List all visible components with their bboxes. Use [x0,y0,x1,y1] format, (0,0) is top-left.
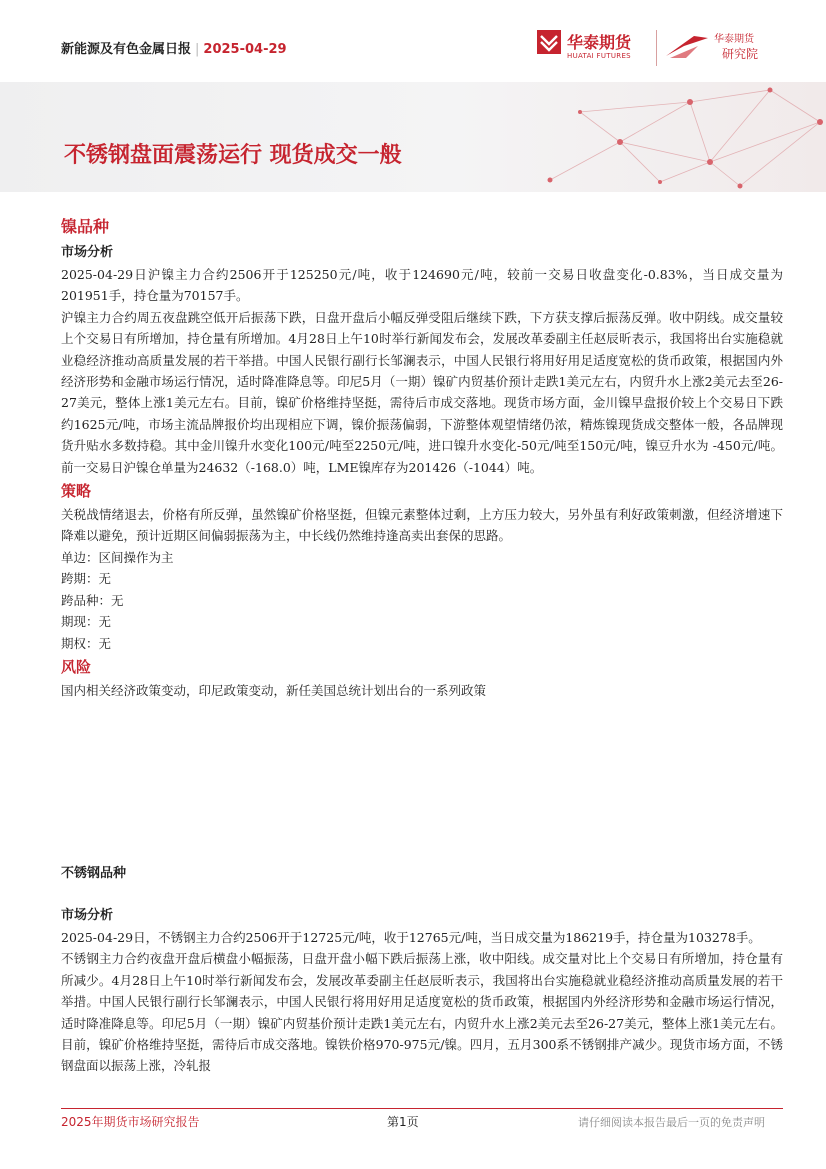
footer-page-number: 第1页 [387,1115,419,1129]
stainless-market-heading: 市场分析 [61,908,114,923]
nickel-market-paragraph: 2025-04-29日沪镍主力合约2506开于125250元/吨，收于124690元/吨，较前一交易日收盘变化-0.83%，当日成交量为201951手，持仓量为70157手。 [61,267,783,304]
stainless-market-paragraph: 2025-04-29日，不锈钢主力合约2506开于12725元/吨，收于12765元/吨，当日成交量为186219手，持仓量为103278手。 [61,930,761,945]
stainless-section [61,863,783,1077]
stainless-market-paragraph: 不锈钢主力合约夜盘开盘后横盘小幅振荡，日盘开盘小幅下跌后振荡上涨，收中阳线。成交量对比上个交易日有所增加，持仓量有所减少。4月28日上午10时举行新闻发布会，发展改革委副主任赵辰昕表示，我国将出台实施稳就业稳经济推动高质量发展的若干举措。中国人民银行副行长邹澜表示，中国人民银行将用好用足适度宽松的货币政策，根据国内外经济形势和金融市场运行情况，适时降准降息等。印尼5月（一期）镍矿内贸基价预计走跌1美元左右，内贸升水上涨2美元去至26-27美元，整体上涨1美元左右。目前，镍矿价格维持坚挺，需待后市成交落地。镍铁价格970-975元/镍。四月，五月300系不锈钢排产减少。现货市场方面，不锈钢盘面以振荡上涨，冷轧报 [61,951,783,1074]
logo-english-name: HUATAI FUTURES [567,52,631,60]
logo-divider [656,30,657,66]
strategy-futures-spot: 期现：无 [61,614,112,630]
stainless-section-title: 不锈钢品种 [61,866,127,881]
nickel-section-title: 镍品种 [61,217,110,236]
report-header-label [61,38,287,57]
banner-network-decoration [540,82,826,192]
footer-disclaimer-note: 请仔细阅读本报告最后一页的免责声明 [578,1116,765,1129]
research-logo-name: 华泰期货 [714,34,754,45]
research-logo-icon [664,32,710,62]
logo-chinese-name: 华泰期货 [567,33,632,52]
page-header [0,0,826,80]
research-logo-sub: 研究院 [722,47,759,61]
nickel-strategy-paragraph: 关税战情绪退去，价格有所反弹，虽然镍矿价格坚挺，但镍元素整体过剩，上方压力较大，另外虽有利好政策刺激，但经济增速下降难以避免，预计近期区间偏弱振荡为主，中长线仍然维持逢高卖出套保的思路。 [61,507,783,544]
nickel-risk-heading: 风险 [61,657,92,676]
strategy-single-side: 单边：区间操作为主 [61,549,174,565]
nickel-risk-paragraph: 国内相关经济政策变动，印尼政策变动，新任美国总统计划出台的一系列政策 [61,682,487,698]
nickel-market-heading: 市场分析 [61,245,114,260]
strategy-inter-period: 跨期：无 [61,571,112,587]
report-date: 2025-04-29 [203,42,287,57]
header-separator: | [195,42,200,57]
nickel-market-paragraph: 沪镍主力合约周五夜盘跳空低开后振荡下跌，日盘开盘后小幅反弹受阻后继续下跌，下方获支撑后振荡反弹。收中阴线。成交量较上个交易日有所增加，持仓量有所增加。4月28日上午10时举行新闻发布会，发展改革委副主任赵辰昕表示，我国将出台实施稳就业稳经济推动高质量发展的若干举措。中国人民银行副行长邹澜表示，中国人民银行将用好用足适度宽松的货币政策，根据国内外经济形势和金融市场运行情况，适时降准降息等。印尼5月（一期）镍矿内贸基价预计走跌1美元左右，内贸升水上涨2美元去至26-27美元，整体上涨1美元左右。目前，镍矿价格维持坚挺，需待后市成交落地。现货市场方面，金川镍早盘报价较上个交易日下跌约1625元/吨，市场主流品牌报价均出现相应下调，镍价振荡偏弱，下游整体观望情绪仍浓，精炼镍现货成交整体一般，各品牌现货升贴水多数持稳。其中金川镍升水变化100元/吨至2250元/吨，进口镍升水变化-50元/吨至150元/吨，镍豆升水为 -450元/吨。前一交易日沪镍仓单量为24632（-168.0）吨，LME镍库存为201426（-1044）吨。 [61,309,783,475]
page-title: 不锈钢盘面震荡运行 现货成交一般 [64,143,402,168]
strategy-options: 期权：无 [61,635,112,651]
report-name: 新能源及有色金属日报 [61,42,192,57]
page-footer [61,1108,783,1131]
research-institute-logo [664,30,774,66]
huatai-logo-icon [537,30,561,54]
nickel-section [61,215,783,701]
nickel-strategy-heading: 策略 [61,482,92,501]
strategy-cross-variety: 跨品种：无 [61,592,124,608]
footer-report-series: 2025年期货市场研究报告 [61,1115,200,1129]
